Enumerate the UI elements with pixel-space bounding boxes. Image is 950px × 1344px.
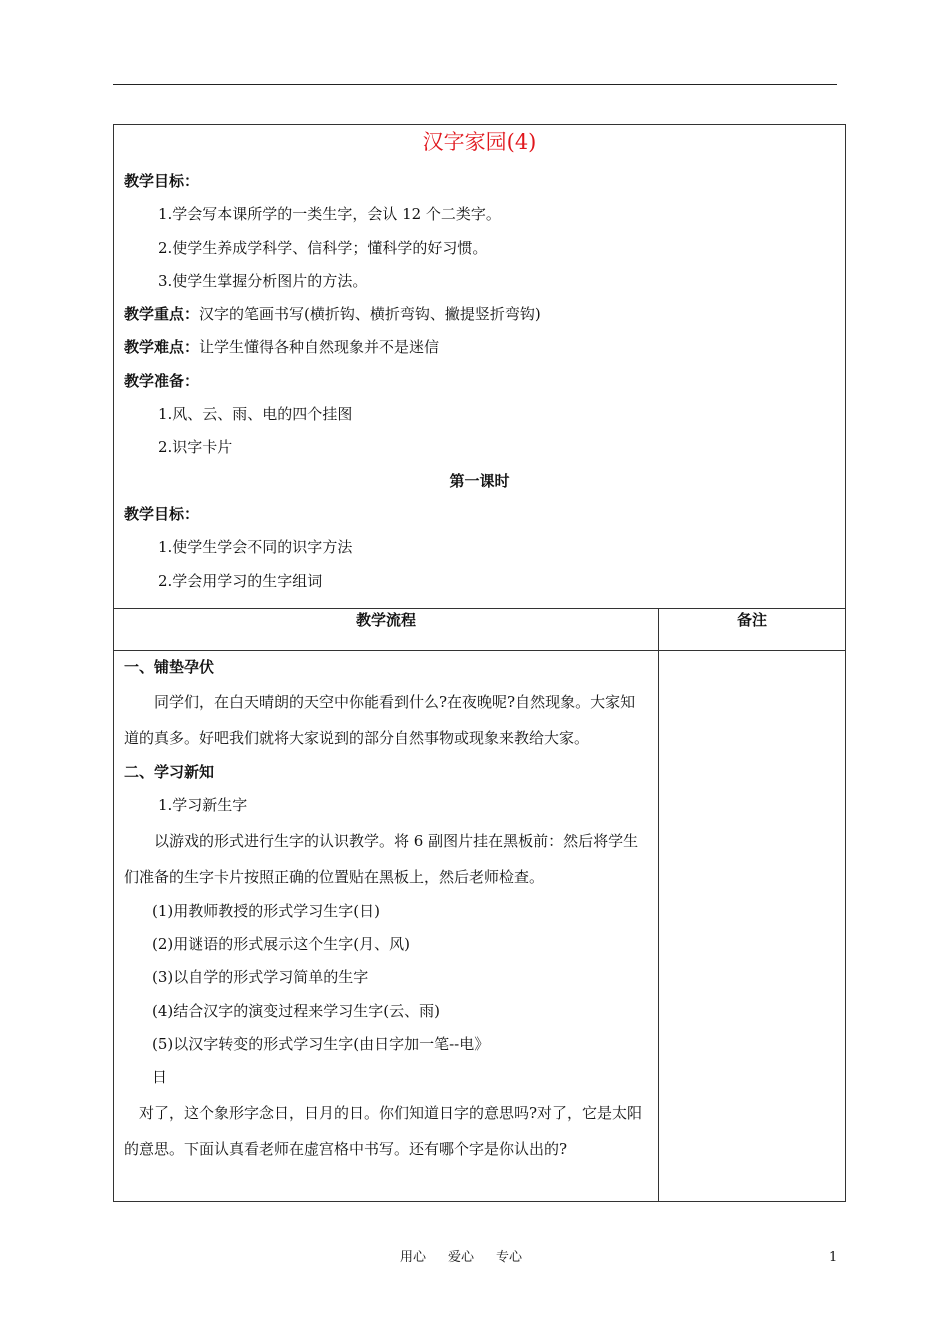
goals-label: 教学目标：	[124, 172, 200, 190]
motto-word: 专心	[496, 1250, 523, 1265]
session-title: 第一课时	[449, 471, 510, 490]
difficulty-point	[124, 331, 835, 364]
difficulty-label: 教学难点：	[124, 338, 200, 357]
subsection-paragraph: 以游戏的形式进行生字的认识教学。将 6 副图片挂在黑板前：然后将学生们准备的生字卡片按照正确的位置贴在黑板上，然后老师检查。	[124, 831, 639, 886]
session-goal-item: 2.学会用学习的生字组词	[158, 571, 323, 590]
section-title: 一、铺垫孕伏	[124, 657, 215, 676]
col-flow-header: 教学流程	[114, 608, 659, 650]
content-row	[114, 650, 846, 1201]
page-number: 1	[829, 1250, 838, 1265]
closing-paragraph: 对了，这个象形字念日，日月的日。你们知道日字的意思吗?对了，它是太阳的意思。下面认真看老师在虚宫格中书写。还有哪个字是你认出的?	[124, 1103, 643, 1158]
lesson-plan-frame	[113, 124, 845, 1202]
session-goals-label: 教学目标：	[124, 504, 200, 523]
motto-word: 爱心	[448, 1250, 475, 1265]
notes-cell	[659, 650, 846, 1201]
prep-item: 1.风、云、雨、电的四个挂图	[158, 405, 353, 424]
page-title: 汉字家园(4)	[422, 130, 537, 154]
difficulty-text: 让学生懂得各种自然现象并不是迷信	[199, 338, 440, 357]
subsection-title: 1.学习新生字	[158, 796, 248, 815]
column-header-row	[114, 608, 846, 650]
step-item: (5)以汉字转变的形式学习生字(由日字加一笔--电》	[152, 1034, 490, 1053]
key-text: 汉字的笔画书写(横折钩、横折弯钩、撇提竖折弯钩)	[199, 305, 541, 324]
step-item: (4)结合汉字的演变过程来学习生字(云、雨)	[152, 1001, 440, 1020]
goal-item: 2.使学生养成学科学、信科学；懂科学的好习惯。	[158, 238, 488, 257]
step-item: (1)用教师教授的形式学习生字(日)	[152, 901, 380, 920]
header-rule	[113, 84, 837, 85]
lesson-plan-table	[113, 124, 846, 1202]
overview-cell	[114, 125, 846, 609]
motto-word: 用心	[400, 1250, 427, 1265]
step-item: (2)用谜语的形式展示这个生字(月、风)	[152, 935, 410, 954]
prep-label: 教学准备：	[124, 371, 200, 390]
flow-cell	[114, 650, 659, 1201]
section-title: 二、学习新知	[124, 763, 215, 782]
character-ri: 日	[152, 1068, 168, 1087]
col-notes-header: 备注	[659, 608, 846, 650]
goal-item: 3.使学生掌握分析图片的方法。	[158, 271, 368, 290]
prep-item: 2.识字卡片	[158, 438, 233, 457]
session-goal-item: 1.使学生学会不同的识字方法	[158, 538, 353, 557]
step-item: (3)以自学的形式学习简单的生字	[152, 968, 369, 987]
section1-paragraph: 同学们，在白天晴朗的天空中你能看到什么?在夜晚呢?自然现象。大家知道的真多。好吧我们就将大家说到的部分自然事物或现象来教给大家。	[124, 693, 636, 748]
key-label: 教学重点：	[124, 305, 200, 324]
footer-motto	[400, 1248, 544, 1268]
overview-row	[114, 125, 846, 609]
goal-item: 1.学会写本课所学的一类生字，会认 12 个二类字。	[158, 205, 501, 224]
key-point	[124, 298, 835, 331]
